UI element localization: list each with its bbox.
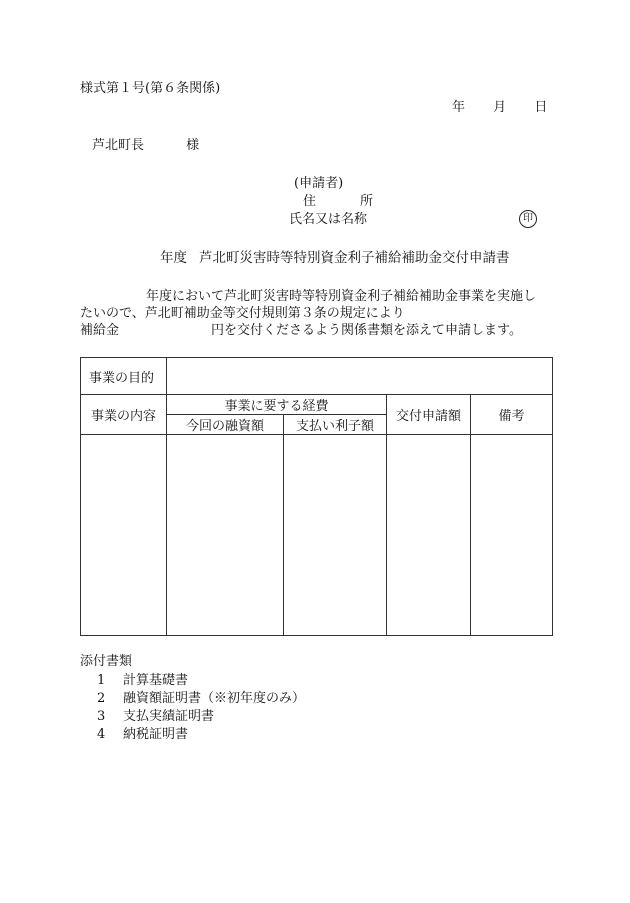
body-line-2: たいので、芦北町補助金等交付規則第３条の規定により xyxy=(80,306,405,321)
attachment-label: 支払実績証明書 xyxy=(123,709,215,724)
attachments-title: 添付書類 xyxy=(80,654,133,669)
addressee-honorific: 様 xyxy=(186,138,200,153)
name-label: 氏名又は名称 xyxy=(289,212,368,227)
remarks-header: 備考 xyxy=(471,395,553,435)
body-line-3 xyxy=(80,324,522,337)
expense-header: 事業に要する経費 xyxy=(167,395,387,415)
remarks-cell[interactable] xyxy=(471,435,553,636)
financing-amount-header: 今回の融資額 xyxy=(167,415,284,435)
address-label xyxy=(303,195,373,208)
attachment-number: 1 xyxy=(97,673,106,688)
attachment-item xyxy=(97,674,188,687)
address-label-a: 住 xyxy=(303,194,317,209)
interest-amount-header: 支払い利子額 xyxy=(284,415,387,435)
address-label-b: 所 xyxy=(360,194,374,209)
attachment-label: 納税証明書 xyxy=(123,727,189,742)
attachment-number: 3 xyxy=(97,709,106,724)
application-table xyxy=(80,357,553,636)
attachment-item xyxy=(97,728,188,741)
date-day: 日 xyxy=(534,100,548,115)
purpose-label: 事業の目的 xyxy=(81,358,167,395)
date-line xyxy=(452,101,547,114)
financing-cell[interactable] xyxy=(167,435,284,636)
date-month: 月 xyxy=(493,100,507,115)
title-main: 芦北町災害時等特別資金利子補給補助金交付申請書 xyxy=(199,250,510,266)
title-prefix: 年度 xyxy=(160,250,187,266)
date-year: 年 xyxy=(452,100,466,115)
attachment-number: 4 xyxy=(97,727,106,742)
form-number: 様式第１号(第６条関係) xyxy=(80,81,221,96)
attachment-item xyxy=(97,692,305,705)
applicant-label: (申請者) xyxy=(294,176,344,191)
content-cell[interactable] xyxy=(81,435,167,636)
body-line-3-a: 補給金 xyxy=(80,323,120,338)
body-line-3-b: 円を交付くださるよう関係書類を添えて申請します。 xyxy=(211,323,522,338)
content-label: 事業の内容 xyxy=(81,395,167,435)
body-line-1: 年度において芦北町災害時等特別資金利子補給補助金事業を実施し xyxy=(146,289,537,304)
interest-cell[interactable] xyxy=(284,435,387,636)
attachment-label: 計算基礎書 xyxy=(123,673,189,688)
grant-amount-header: 交付申請額 xyxy=(387,395,471,435)
purpose-field[interactable] xyxy=(167,358,553,395)
addressee-name: 芦北町長 xyxy=(92,138,145,153)
attachment-label: 融資額証明書（※初年度のみ） xyxy=(123,691,306,706)
attachment-number: 2 xyxy=(97,691,106,706)
document-title xyxy=(160,252,510,266)
grant-cell[interactable] xyxy=(387,435,471,636)
attachment-item xyxy=(97,710,214,723)
seal-mark: 印 xyxy=(519,210,537,228)
addressee xyxy=(92,139,199,152)
